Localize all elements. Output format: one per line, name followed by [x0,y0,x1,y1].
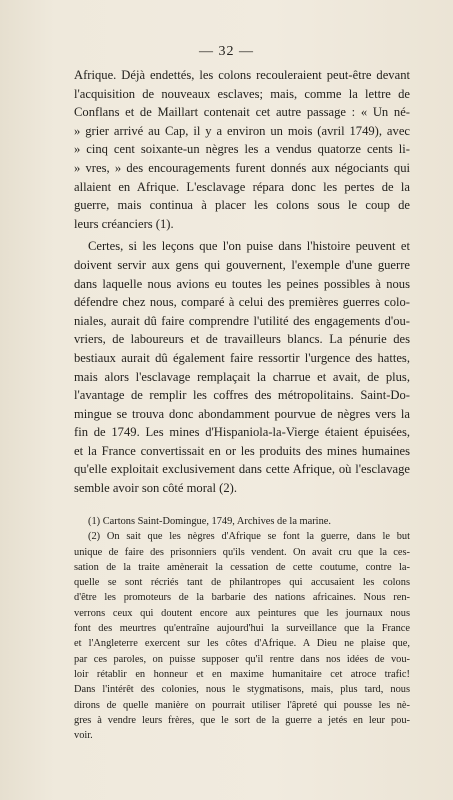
footnote-line: gres à vendre leurs frères, que le sort de la guerre a jetés en leur pou- [74,714,410,726]
text-line: vriers, de laboureurs et de travailleurs blancs. La pénurie des [74,332,410,347]
text-line: semble avoir son côté moral (2). [74,481,237,496]
body-text [74,66,410,498]
footnote-line: verrons ceux qui doutent encore aux peintures que les journaux nous [74,607,410,619]
footnote-line: sation de la traite amènerait la cessation de cette coutume, contre la- [74,561,410,573]
paragraph-1 [74,66,410,233]
text-line: et la France convertissait en or les produits des mines humaines [74,443,410,458]
text-line: mingue se trouva donc abondamment pourvue de nègres vers la [74,406,410,421]
text-line: l'acquisition de nouveaux esclaves; mais, comme la lettre de [74,86,410,101]
footnote-line: Dans l'intérêt des colonies, nous le stygmatisons, mais, plus tard, nous [74,684,410,696]
footnote-line: voir. [74,730,93,742]
page-number: — 32 — [199,44,254,59]
text-line: Afrique. Déjà endettés, les colons recouleraient peut-être devant [74,68,410,82]
text-line: allaient en Afrique. L'esclavage répara donc les pertes de la [74,179,410,194]
text-line: fin de 1749. Les mines d'Hispaniola-la-Vierge étaient épuisées, [74,425,410,440]
footnote-line: quelle se sont récriés tant de philantropes qui accusaient les colons [74,577,410,589]
text-line: doivent servir aux gens qui gouvernent, l'exemple d'une guerre [74,257,410,272]
paragraph-2 [74,237,410,497]
footnote-line: par ces paroles, on puisse supposer qu'il rentre dans nos idées de vou- [74,653,410,665]
text-line: guerre, mais continua à placer les colons sous le coup de [74,198,410,213]
footnote-line: dirons de quelle manière on pourrait utiliser l'âpreté qui pousse les nè- [74,699,410,711]
footnote-line: unique de faire des prisonniers qu'ils vendent. On avait cru que la ces- [74,546,410,558]
footnote-line: et l'Angleterre exercent sur les côtes d'Afrique. A Dieu ne plaise que, [74,638,410,650]
text-line: défendre chez nous, comparé à celui des premières guerres colo- [74,295,410,310]
text-line: » vres, » des encouragements furent donnés aux négociants qui [74,160,410,175]
text-line: dans laquelle nous avions eu toutes les peines possibles à nous [74,276,410,291]
text-line: » grier arrivé au Cap, il y a environ un mois (avril 1749), avec [74,123,410,138]
text-line: leurs créanciers (1). [74,216,174,231]
text-line: mais alors l'esclavage remplaçait la charrue et avait, de plus, [74,369,410,384]
text-line: » cinq cent soixante-un nègres les a vendus quatorze cents li- [74,142,410,157]
footnote-1 [74,514,410,529]
footnote-line: d'être les promoteurs de la barbarie des nations africaines. Nous ren- [74,592,410,604]
text-line: qu'elle exploitait exclusivement dans cette Afrique, où l'esclavage [74,462,410,477]
footnote-line: (1) Cartons Saint-Domingue, 1749, Archives de la marine. [88,516,331,527]
text-line: Conflans et de Maillart contenait cet autre passage : « Un né- [74,105,410,120]
text-line: bestiaux aurait dû également faire ressortir l'urgence des hattes, [74,350,410,365]
footnote-line: font des meurtres qu'entraîne aujourd'hui la surveillance que la France [74,623,410,635]
text-line: niales, aurait dû faire comprendre l'utilité des engagements d'ou- [74,313,410,328]
footnote-line: loir rétablir en honneur et en maxime humanitaire cet atroce trafic! [74,668,410,680]
footnote-2 [74,529,410,743]
footnotes [74,514,410,743]
text-line: Certes, si les leçons que l'on puise dans l'histoire peuvent et [88,239,410,254]
footnote-line: (2) On sait que les nègres d'Afrique se font la guerre, dans le but [88,531,410,543]
text-line: l'avantage de remplir les coffres des métropolitains. Saint-Do- [74,388,410,403]
